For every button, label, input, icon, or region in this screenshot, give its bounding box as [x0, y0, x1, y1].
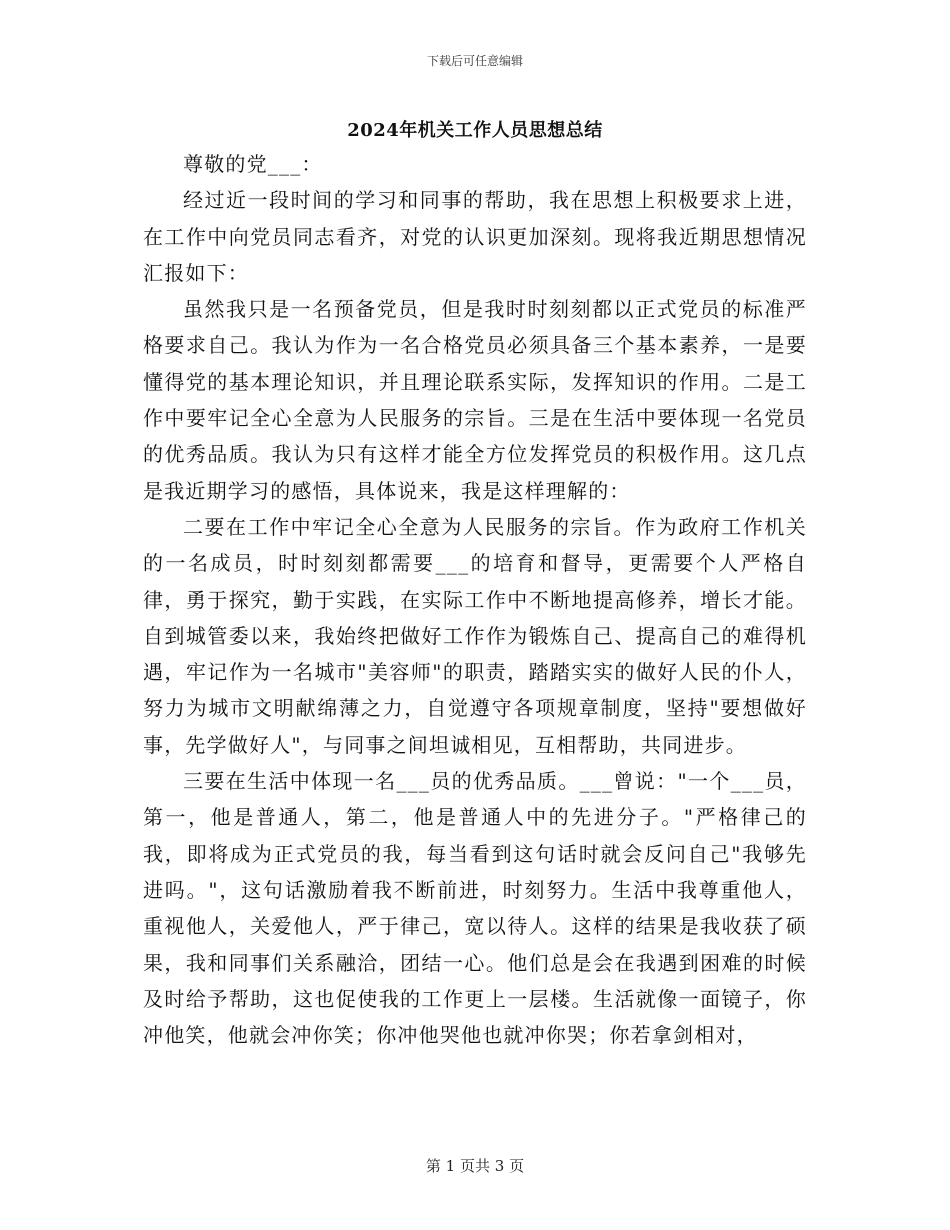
paragraph-4: 三要在生活中体现一名___员的优秀品质。___曾说："一个___员，第一，他是普通人，第二，他是普通人中的先进分子。"严格律己的我，即将成为正式党员的我，每当看到这句话时就会反问自己"我够先进吗。"，这句话激励着我不断前进，时刻努力。生活中我尊重他人，重视他人，关爱他人，严于律己，宽以待人。这样的结果是我收获了硕果，我和同事们关系融洽，团结一心。他们总是会在我遇到困难的时候及时给予帮助，这也促使我的工作更上一层楼。生活就像一面镜子，你冲他笑，他就会冲你笑；你冲他哭他也就冲你哭；你若拿剑相对，	[143, 769, 807, 1048]
page-number-footer: 第 1 页共 3 页	[425, 1157, 525, 1175]
page-header-note: 下载后可任意编辑	[426, 54, 523, 68]
paragraph-1: 经过近一段时间的学习和同事的帮助，我在思想上积极要求上进，在工作中向党员同志看齐，对党的认识更加深刻。现将我近期思想情况汇报如下：	[143, 188, 807, 285]
document-body	[143, 146, 807, 1053]
paragraph-3: 二要在工作中牢记全心全意为人民服务的宗旨。作为政府工作机关的一名成员，时时刻刻都需要___的培育和督导，更需要个人严格自律，勇于探究，勤于实践，在实际工作中不断地提高修养，增长才能。自到城管委以来，我始终把做好工作作为锻炼自己、提高自己的难得机遇，牢记作为一名城市"美容师"的职责，踏踏实实的做好人民的仆人，努力为城市文明献绵薄之力，自觉遵守各项规章制度，坚持"要想做好事，先学做好人"，与同事之间坦诚相见，互相帮助，共同进步。	[143, 514, 807, 757]
salutation: 尊敬的党___：	[183, 152, 323, 176]
document-title: 2024年机关工作人员思想总结	[347, 120, 603, 141]
paragraph-2: 虽然我只是一名预备党员，但是我时时刻刻都以正式党员的标准严格要求自己。我认为作为一名合格党员必须具备三个基本素养，一是要懂得党的基本理论知识，并且理论联系实际，发挥知识的作用。二是工作中要牢记全心全意为人民服务的宗旨。三是在生活中要体现一名党员的优秀品质。我认为只有这样才能全方位发挥党员的积极作用。这几点是我近期学习的感悟，具体说来，我是这样理解的：	[143, 297, 807, 503]
